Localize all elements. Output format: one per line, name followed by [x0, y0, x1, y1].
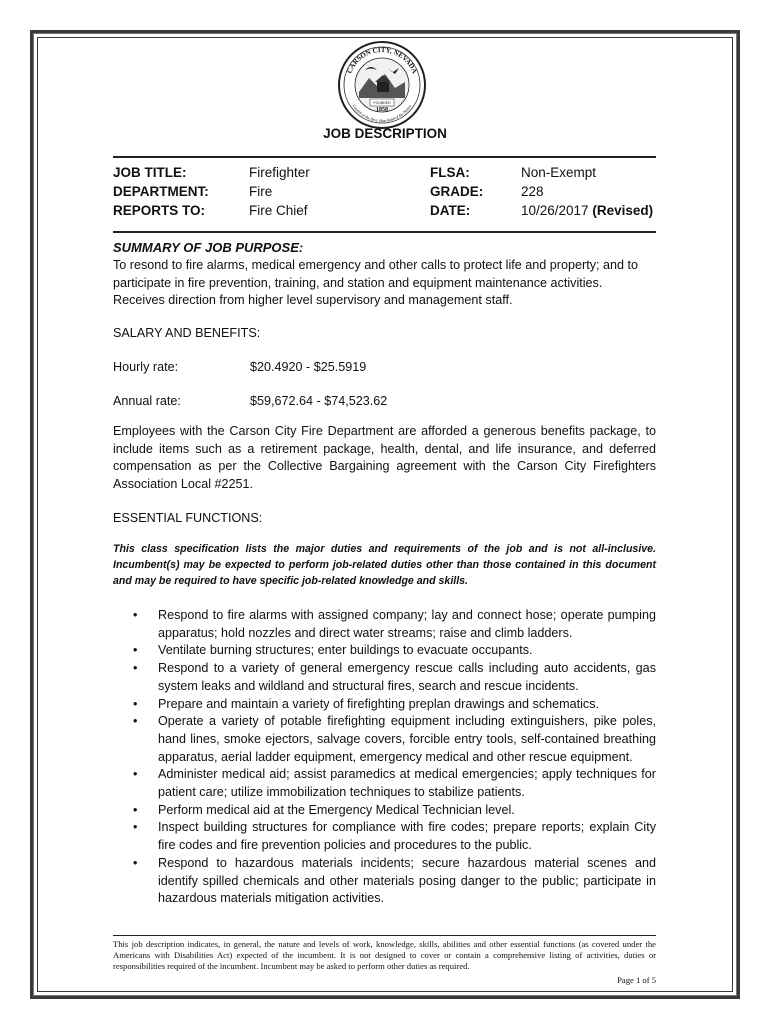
header-top-rule: [113, 156, 656, 158]
duty-text: Inspect building structures for compliance with fire codes; prepare reports; explain City fire codes and fire prevention policies and procedures to the public.: [158, 820, 656, 853]
duty-item: [113, 696, 656, 714]
footer-disclaimer: This job description indicates, in general, the nature and levels of work, knowledge, skills, abilities and other essential functions (as covered under the Americans with Disabilities Act) expected of the incumbent. It is not designed to cover or contain a comprehensive listing of activities, duties or responsibilities required of the incumbent. Incumbent may be asked to perform other duties as required.: [113, 939, 656, 971]
bullet-icon: •: [133, 643, 138, 658]
job-title-label: JOB TITLE:: [113, 165, 187, 180]
duty-item: [113, 607, 656, 642]
duty-item: [113, 766, 656, 801]
document-title: JOB DESCRIPTION: [323, 126, 447, 141]
bullet-icon: •: [133, 855, 138, 870]
essential-functions-heading: ESSENTIAL FUNCTIONS:: [113, 511, 263, 525]
duty-text: Respond to hazardous materials incidents; secure hazardous material scenes and identify spilled chemicals and other materials posing danger to the public; participate in hazardous materials mitigation activities.: [158, 855, 656, 906]
flsa-label: FLSA:: [430, 165, 470, 180]
date-text: 10/26/2017: [521, 203, 589, 218]
carson-city-seal: [337, 40, 427, 130]
duty-item: [113, 713, 656, 766]
bullet-icon: •: [133, 820, 138, 835]
class-specification-note: This class specification lists the major duties and requirements of the job and is not all-inclusive. Incumbent(s) may be expected to perform job-related duties other than those contained in this document and may be required to have specific job-related knowledge and skills.: [113, 543, 656, 587]
summary-text: To resond to fire alarms, medical emergency and other calls to protect life and property; and to participate in fire prevention, training, and station and equipment maintenance activities. Receives direction from higher level supervisory and management staff.: [113, 258, 639, 307]
annual-rate-label: Annual rate:: [113, 394, 181, 408]
department-label: DEPARTMENT:: [113, 184, 209, 199]
duty-item: [113, 855, 656, 908]
seal-bottom-text: Capital of the Best. Heartland of the Nation: [351, 103, 413, 124]
seal-top-text: CARSON CITY, NEVADA: [345, 45, 419, 75]
date-value: [521, 201, 653, 220]
bullet-icon: •: [133, 802, 138, 817]
duty-text: Perform medical aid at the Emergency Medical Technician level.: [158, 802, 515, 817]
reports-to-value: Fire Chief: [249, 203, 308, 218]
duty-text: Respond to a variety of general emergency rescue calls including auto accidents, gas system leaks and wildland and structural fires, search and rescue incidents.: [158, 661, 656, 693]
duty-text: Respond to fire alarms with assigned company; lay and connect hose; operate pumping apparatus; hold nozzles and direct water streams; raise and climb ladders.: [158, 608, 656, 640]
reports-to-label: REPORTS TO:: [113, 203, 206, 218]
duty-text: Prepare and maintain a variety of firefighting preplan drawings and schematics.: [158, 696, 600, 711]
flsa-value: Non-Exempt: [521, 165, 597, 180]
seal-year: 1858: [376, 107, 388, 113]
bullet-icon: •: [133, 767, 138, 782]
grade-value: 228: [521, 184, 544, 199]
duty-text: Ventilate burning structures; enter buildings to evacuate occupants.: [158, 643, 533, 658]
benefits-text: Employees with the Carson City Fire Department are afforded a generous benefits package, to include items such as a retirement package, health, dental, and life insurance, and deferred compensation as per the Collective Bargaining agreement with the Carson City Firefighters Association Local #2251.: [113, 424, 656, 491]
bullet-icon: •: [133, 696, 138, 711]
salary-heading: SALARY AND BENEFITS:: [113, 326, 261, 340]
bullet-icon: •: [133, 714, 138, 729]
duty-item: [113, 802, 656, 820]
essential-duties-list: [113, 607, 656, 908]
header-bottom-rule: [113, 231, 656, 233]
duty-item: [113, 819, 656, 854]
department-value: Fire: [249, 184, 273, 199]
duty-text: Administer medical aid; assist paramedics at medical emergencies; apply techniques for patient care; utilize immobilization techniques to stabilize patients.: [158, 767, 656, 800]
duty-text: Operate a variety of potable firefighting equipment including extinguishers, pike poles, hand lines, smoke ejectors, salvage covers, forcible entry tools, self-contained breathing apparatus, aerial ladder equipment, emergency medical and other rescue equipment.: [158, 714, 656, 764]
bullet-icon: •: [133, 661, 138, 676]
bullet-icon: •: [133, 608, 138, 622]
date-label: DATE:: [430, 203, 471, 218]
grade-label: GRADE:: [430, 184, 484, 199]
summary-heading: SUMMARY OF JOB PURPOSE:: [113, 240, 304, 255]
hourly-rate-label: Hourly rate:: [113, 360, 179, 374]
page-number: Page 1 of 5: [617, 975, 656, 985]
hourly-rate-value: $20.4920 - $25.5919: [250, 360, 367, 374]
duty-item: [113, 642, 656, 660]
job-title-value: Firefighter: [249, 165, 310, 180]
duty-item: [113, 660, 656, 695]
date-revised-note: (Revised): [592, 203, 654, 218]
annual-rate-value: $59,672.64 - $74,523.62: [250, 394, 388, 408]
footer-rule: [113, 935, 656, 936]
seal-founded: FOUNDED: [373, 101, 391, 105]
